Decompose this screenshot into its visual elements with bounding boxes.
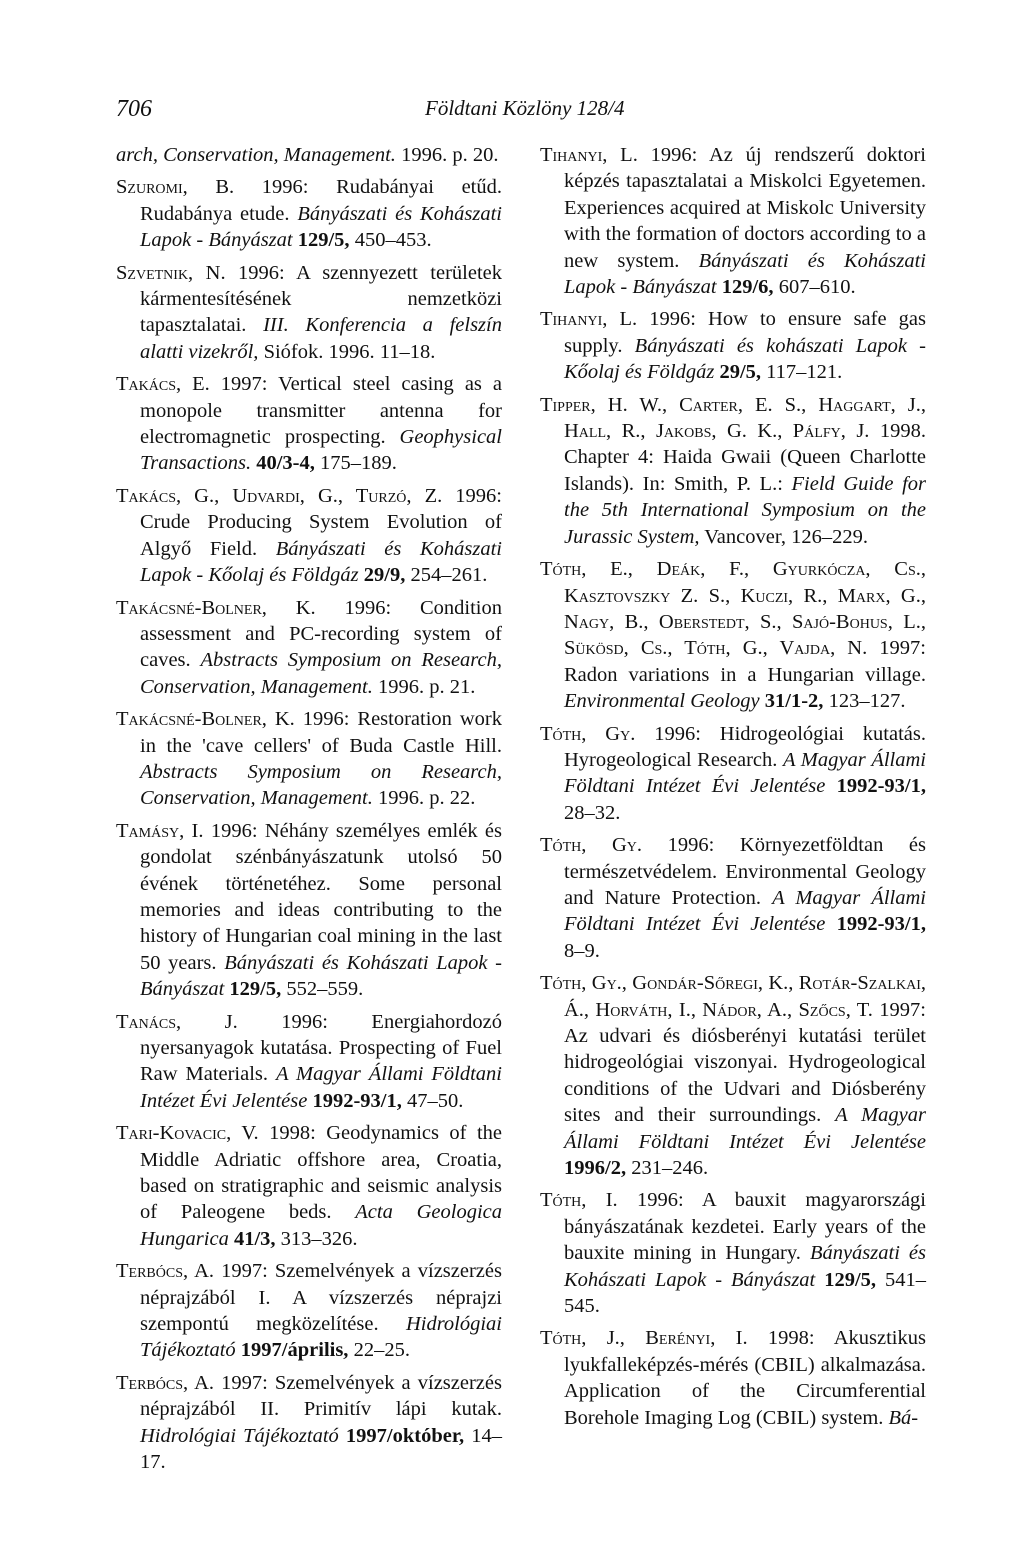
reference-authors: Tanács, J. (116, 1010, 238, 1033)
reference-journal: Abstracts Symposium on Research, Conservation, Management. (140, 649, 502, 698)
reference-text: 1998. Chapter 4: Haida Gwaii (Queen Charlotte Islands). In: Smith, P. L.: (564, 420, 927, 495)
reference-volume: 129/5, (292, 229, 350, 252)
running-title: Földtani Közlöny 128/4 (425, 96, 625, 120)
reference-pages: 607–610. (773, 276, 856, 299)
reference-text: 1996: Crude Producing System Evolution of Algyő Field. (140, 484, 502, 560)
reference-entry (116, 142, 502, 168)
reference-journal: Bányászati és kohászati Lapok - Kőolaj és Földgáz (564, 334, 927, 384)
reference-entry (116, 174, 502, 253)
reference-authors: Takács, G., Udvardi, G., Turzó, Z. (116, 484, 443, 507)
reference-entry (116, 1009, 502, 1115)
reference-authors: Tihanyi, L. (540, 144, 638, 166)
reference-entry (116, 260, 502, 366)
reference-authors: Tihanyi, L. (540, 308, 638, 331)
reference-journal: Bányászati és Kohászati Lapok - Bányászat (564, 249, 926, 299)
reference-journal: Geophysical Transactions. (140, 426, 502, 475)
reference-volume: 1996/2, (564, 1157, 627, 1180)
reference-journal: Environmental Geology (564, 690, 760, 713)
reference-entry (116, 371, 502, 477)
reference-authors: Terbócs, A. (116, 1260, 215, 1283)
reference-entry (540, 970, 926, 1181)
reference-text: 1996: Hidrogeológiai kutatás. Hyrogeological Research. (564, 722, 926, 771)
reference-text: 1997: Szemelvények a vízszerzés néprajzából I. A vízszerzés néprajzi szempontú megközelítése. (140, 1260, 502, 1336)
reference-journal: Bányászati és Kohászati Lapok - Bányászat (140, 202, 502, 252)
reference-pages: 28–32. (564, 801, 621, 824)
reference-entry (116, 595, 502, 701)
reference-volume: 29/5, (714, 361, 762, 384)
reference-text: 1997: Radon variations in a Hungarian village. (564, 637, 926, 686)
reference-authors: Takácsné-Bolner, K. (116, 596, 316, 619)
reference-text: 1996: Környezetföldtan és természetvédelem. Environmental Geology and Nature Protection. (564, 834, 926, 909)
reference-entry (540, 306, 926, 385)
reference-journal: A Magyar Állami Földtani Intézet Évi Jelentése (564, 748, 927, 798)
reference-journal: Bányászati és Kohászati Lapok - Kőolaj és Földgáz (140, 537, 502, 587)
reference-authors: Tari-Kovacic, V. (116, 1122, 259, 1145)
reference-volume: 29/9, (358, 564, 406, 587)
reference-volume: 1997/október, (338, 1424, 465, 1447)
left-column (116, 142, 502, 1482)
reference-volume: 41/3, (228, 1227, 276, 1250)
reference-pages: 1996. p. 20. (395, 144, 499, 166)
reference-text: 1996: Néhány személyes emlék és gondolat szénbányászatunk utolsó 50 évének történetéhez. Some personal memories and ideas contributing to the history of Hungarian coal mining in the last 50 years. (140, 819, 502, 974)
reference-pages: 254–261. (405, 564, 488, 587)
reference-text: 1996: Restoration work in the 'cave cellers' of Buda Castle Hill. (140, 708, 502, 757)
reference-volume: 1997/április, (235, 1339, 349, 1362)
reference-authors: Tóth, Gy. (540, 834, 643, 857)
reference-journal: Abstracts Symposium on Research, Conservation, Management. (140, 760, 502, 810)
reference-text: 1996: How to ensure safe gas supply. (564, 308, 926, 357)
reference-pages: 22–25. (348, 1339, 410, 1362)
reference-pages: 8–9. (564, 939, 600, 962)
reference-authors: Takács, E. (116, 373, 210, 396)
reference-pages: 175–189. (314, 452, 397, 475)
reference-journal: Hidrológiai Tájékoztató (140, 1424, 339, 1447)
reference-volume: 129/5, (815, 1268, 877, 1291)
reference-text: 1997: Szemelvények a vízszerzés néprajzából II. Primitív lápi kutak. (140, 1371, 502, 1421)
reference-authors: Tóth, Gy., Gondár-Sőregi, K., Rotár-Szalkai, Á., Horváth, I., Nádor, A., Szőcs, T. (540, 972, 926, 1021)
reference-authors: Szvetnik, N. (116, 261, 226, 284)
reference-authors: Tóth, E., Deák, F., Gyurkócza, Cs., Kasztovszky Z. S., Kuczi, R., Marx, G., Nagy, B., Oberstedt, S., Sajó-Bohus, L., Sükösd, Cs., Tóth, G., Vajda, N. (540, 558, 926, 660)
reference-entry (540, 392, 926, 550)
reference-authors: Tóth, I. (540, 1189, 618, 1212)
reference-volume: 31/1-2, (759, 690, 824, 713)
reference-pages: 123–127. (823, 690, 906, 713)
reference-authors: Tamásy, I. (116, 819, 204, 842)
reference-entry (116, 483, 502, 589)
reference-pages: 552–559. (281, 978, 364, 1001)
reference-text: 1996: Condition assessment and PC-recording system of caves. (140, 596, 502, 672)
reference-authors: Szuromi, B. (116, 176, 235, 199)
reference-journal: arch, Conservation, Management. (116, 144, 396, 166)
reference-authors: Tóth, J., Berényi, I. (540, 1327, 748, 1350)
reference-journal: III. Konferencia a felszín alatti vizekről, (140, 314, 502, 363)
reference-authors: Tipper, H. W., Carter, E. S., Haggart, J., Hall, R., Jakobs, G. K., Pálfy, J. (540, 393, 926, 443)
reference-volume: 40/3-4, (251, 452, 315, 475)
reference-text: 1998: Geodynamics of the Middle Adriatic offshore area, Croatia, based on stratigraphic and seismic analysis of Paleogene beds. (140, 1122, 503, 1224)
reference-entry (540, 721, 926, 827)
reference-entry (540, 832, 926, 964)
reference-volume: 1992-93/1, (825, 913, 926, 936)
reference-text: 1996: A szennyezett területek kármentesítésének nemzetközi tapasztalatai. (140, 261, 503, 337)
reference-pages: Vancover, 126–229. (699, 525, 868, 548)
reference-pages: 117–121. (761, 361, 843, 384)
reference-entry (540, 1325, 926, 1431)
reference-pages: 47–50. (401, 1089, 464, 1112)
reference-pages: 1996. p. 22. (372, 787, 476, 810)
reference-entry (116, 1370, 502, 1476)
reference-journal: Bá- (888, 1406, 919, 1429)
reference-pages: Siófok. 1996. 11–18. (258, 340, 436, 363)
reference-text: 1996: Energiahordozó nyersanyagok kutatása. Prospecting of Fuel Raw Materials. (140, 1010, 502, 1086)
reference-text: 1996: A bauxit magyarországi bányászatának kezdetei. Early years of the bauxite mining in Hungary. (564, 1189, 926, 1265)
reference-journal: Hidrológiai Tájékoztató (140, 1313, 502, 1362)
reference-pages: 450–453. (349, 229, 432, 252)
reference-volume: 1992-93/1, (307, 1089, 402, 1112)
reference-text: 1996: Az új rendszerű doktori képzés tapasztalatai a Miskolci Egyetemen. Experiences acquired at Miskolc University with the formation of doctors according to a new system. (564, 144, 927, 272)
page-number: 706 (116, 96, 152, 122)
reference-entry (540, 142, 926, 300)
reference-journal: Acta Geologica Hungarica (140, 1201, 502, 1250)
reference-journal: Field Guide for the 5th International Symposium on the Jurassic System, (564, 472, 926, 548)
reference-journal: A Magyar Állami Földtani Intézet Évi Jelentése (140, 1063, 502, 1112)
reference-text: 1997: Az udvari és diósberényi kutatási terület hidrogeológiai viszonyai. Hydrogeological conditions of the Udvari and Diósberény sites and their surroundings. (564, 998, 926, 1127)
reference-journal: Bányászati és Kohászati Lapok - Bányászat (140, 951, 502, 1001)
reference-volume: 129/6, (716, 276, 774, 299)
reference-pages: 1996. p. 21. (372, 675, 476, 698)
reference-authors: Takácsné-Bolner, K. (116, 708, 295, 731)
reference-journal: A Magyar Állami Földtani Intézet Évi Jelentése (564, 886, 927, 936)
reference-entry (540, 556, 926, 714)
reference-volume: 129/5, (224, 978, 282, 1001)
reference-volume: 1992-93/1, (825, 775, 926, 798)
right-column (540, 142, 926, 1437)
reference-entry (116, 706, 502, 812)
reference-authors: Tóth, Gy. (540, 722, 636, 745)
reference-text: 1997: Vertical steel casing as a monopole transmitter antenna for electromagnetic prospecting. (140, 373, 502, 449)
reference-pages: 541–545. (564, 1268, 926, 1318)
reference-journal: A Magyar Állami Földtani Intézet Évi Jelentése (564, 1104, 926, 1153)
reference-journal: Bányászati és Kohászati Lapok - Bányászat (564, 1242, 926, 1291)
reference-entry (116, 818, 502, 1003)
reference-entry (540, 1187, 926, 1319)
reference-text: 1998: Akusztikus lyukfalleképzés-mérés (CBIL) alkalmazása. Application of the Circumferential Borehole Imaging Log (CBIL) system. (564, 1327, 926, 1429)
reference-authors: Terbócs, A. (116, 1371, 215, 1394)
reference-entry (116, 1120, 502, 1252)
reference-pages: 313–326. (275, 1227, 358, 1250)
reference-pages: 231–246. (626, 1157, 709, 1180)
reference-entry (116, 1258, 502, 1364)
reference-text: 1996: Rudabányai etűd. Rudabánya etude. (140, 176, 503, 225)
reference-pages: 14–17. (140, 1424, 503, 1474)
